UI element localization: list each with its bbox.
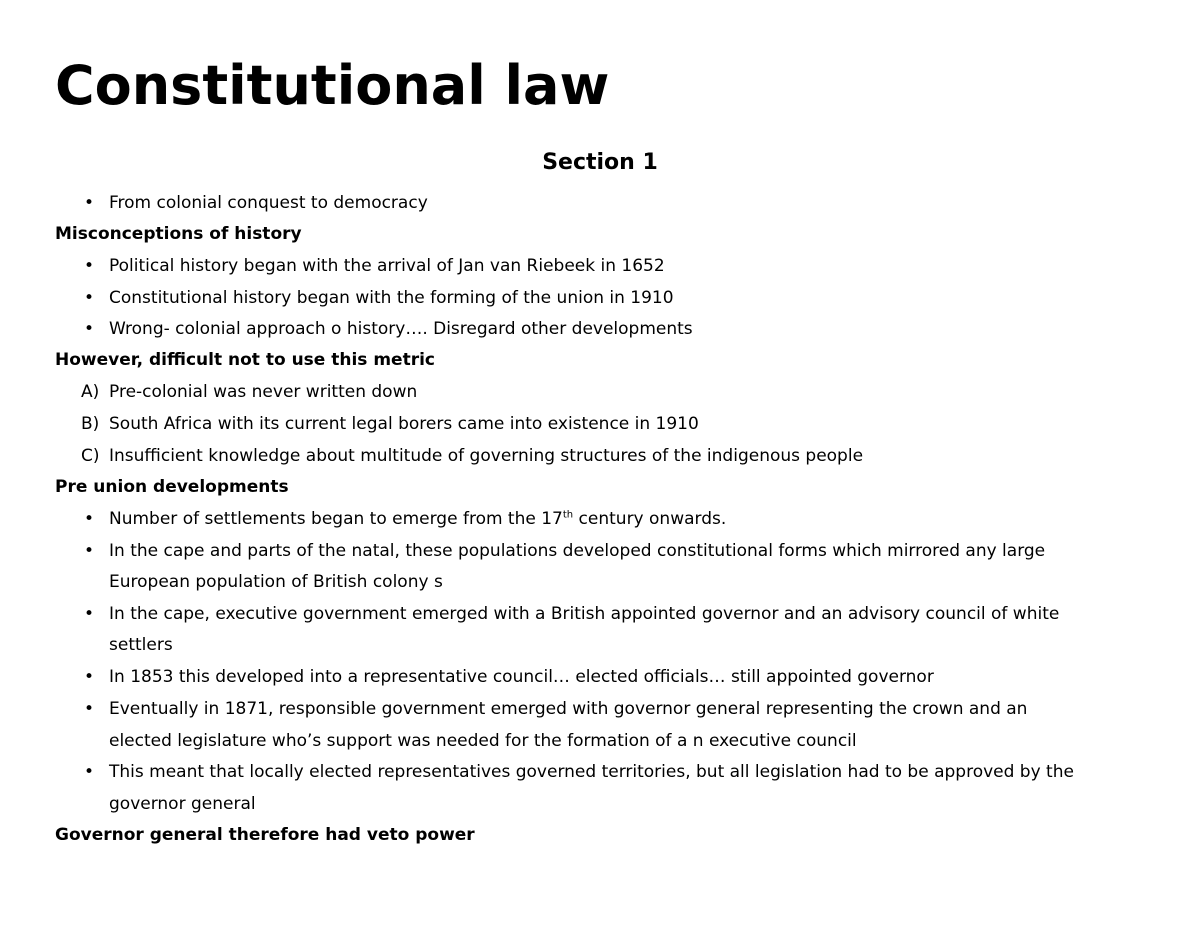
list-item-line: In the cape and parts of the natal, these populations developed constitutional forms which mirrored any large bbox=[109, 541, 1046, 561]
list-item-line: In the cape, executive government emerged with a British appointed governor and an advisory council of white bbox=[109, 604, 1060, 624]
list-item-line: Eventually in 1871, responsible government emerged with governor general representing the crown and an bbox=[109, 699, 1028, 719]
bullet-marker: • bbox=[84, 699, 95, 719]
bullet-marker: • bbox=[84, 667, 95, 687]
list-item-line: elected legislature who’s support was needed for the formation of a n executive council bbox=[109, 731, 857, 751]
list-item bbox=[109, 507, 726, 531]
bullet-marker: • bbox=[84, 762, 95, 782]
list-item: Pre-colonial was never written down bbox=[109, 382, 418, 402]
pre-union-heading: Pre union developments bbox=[55, 477, 289, 497]
bullet-marker: • bbox=[84, 256, 95, 276]
list-item-text: Number of settlements began to emerge from the 17 bbox=[109, 509, 563, 529]
list-item-line: European population of British colony s bbox=[109, 572, 443, 592]
misconceptions-heading: Misconceptions of history bbox=[55, 224, 302, 244]
list-item-line: In 1853 this developed into a representative council… elected officials… still appointed governor bbox=[109, 667, 934, 687]
list-item: Wrong- colonial approach o history…. Disregard other developments bbox=[109, 319, 693, 339]
superscript: th bbox=[562, 509, 574, 521]
list-item: Constitutional history began with the forming of the union in 1910 bbox=[109, 288, 674, 308]
list-item: Political history began with the arrival of Jan van Riebeek in 1652 bbox=[109, 256, 665, 276]
list-item: South Africa with its current legal borers came into existence in 1910 bbox=[109, 414, 699, 434]
bullet-marker: • bbox=[84, 193, 95, 213]
list-item-line: This meant that locally elected representatives governed territories, but all legislation had to be approved by the bbox=[109, 762, 1074, 782]
however-heading: However, difficult not to use this metric bbox=[55, 350, 435, 370]
list-item-line: settlers bbox=[109, 635, 173, 655]
list-item: Insufficient knowledge about multitude of governing structures of the indigenous people bbox=[109, 446, 864, 466]
list-letter-marker: B) bbox=[81, 414, 100, 434]
bullet-marker: • bbox=[84, 604, 95, 624]
bullet-marker: • bbox=[84, 509, 95, 529]
bullet-marker: • bbox=[84, 541, 95, 561]
list-letter-marker: C) bbox=[81, 446, 100, 466]
list-item-line: governor general bbox=[109, 794, 256, 814]
bullet-marker: • bbox=[84, 319, 95, 339]
list-letter-marker: A) bbox=[81, 382, 100, 402]
list-item: From colonial conquest to democracy bbox=[109, 193, 428, 213]
section-heading: Section 1 bbox=[542, 150, 658, 175]
closing-heading: Governor general therefore had veto power bbox=[55, 825, 475, 845]
bullet-marker: • bbox=[84, 288, 95, 308]
list-item-text: century onwards. bbox=[573, 509, 727, 529]
document-title: Constitutional law bbox=[55, 54, 610, 117]
